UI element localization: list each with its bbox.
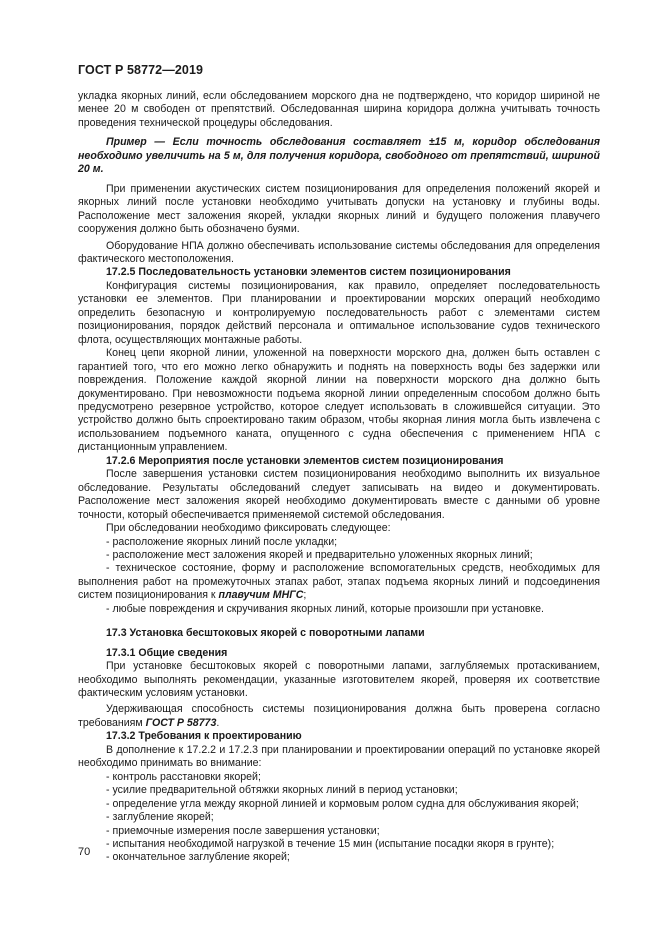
list-item: - приемочные измерения после завершения установки; (106, 824, 380, 837)
section-heading-17-3-1: 17.3.1 Общие сведения (106, 646, 228, 659)
list-item (78, 562, 600, 602)
list-item: - окончательное заглубление якорей; (106, 851, 290, 864)
term-reference: плавучим МНГС (218, 589, 304, 602)
list-item: - усилие предварительной обтяжки якорных линий в период установки; (106, 784, 458, 797)
list-item: - любые повреждения и скручивания якорных линий, которые произошли при установке. (106, 602, 544, 615)
paragraph (78, 703, 600, 730)
paragraph: При применении акустических систем позиционирования для определения положений якорей и якорных линий после установки необходимо учитывать допуски на установку и глубины воды. Расположение мест заложения якорей, укладки якорных линий и будущего положения плавучего сооружения должно быть обозначено буями. (78, 182, 600, 236)
document-header: ГОСТ Р 58772—2019 (78, 63, 204, 77)
paragraph: При установке бесштоковых якорей с поворотными лапами, заглубляемых протаскиванием, необходимо выполнять рекомендации, указанные изготовителем якорей, проверяя их соответствие фактическим условиям установки. (78, 660, 600, 700)
list-item: - контроль расстановки якорей; (106, 770, 261, 783)
page-number: 70 (78, 846, 91, 858)
paragraph: Оборудование НПА должно обеспечивать использование системы обследования для определения фактического местоположения. (78, 239, 600, 265)
page-body (78, 90, 600, 865)
section-heading-17-2-5: 17.2.5 Последовательность установки элементов систем позиционирования (106, 266, 511, 279)
section-heading-17-3-2: 17.3.2 Требования к проектированию (106, 730, 302, 743)
section-heading-17-2-6: 17.2.6 Мероприятия после установки элементов систем позиционирования (106, 454, 504, 467)
paragraph: При обследовании необходимо фиксировать следующее: (106, 522, 391, 535)
paragraph: укладка якорных линий, если обследованием морского дна не подтверждено, что коридор шириной не менее 20 м свободен от препятствий. Обследованная ширина коридора должна учитывать точность проведения технической процедуры обследования. (78, 90, 600, 129)
punctuation: . (216, 716, 220, 729)
punctuation: ; (303, 589, 307, 602)
paragraph: После завершения установки систем позиционирования необходимо выполнить их визуальное обследование. Результаты обследований следует записывать на видео и документировать. Расположение мест заложения якорей необходимо документировать вместе с данными об уровне точности, который обеспечивается применяемой системой обследования. (78, 468, 600, 521)
paragraph-text: Удерживающая способность системы позиционирования должна быть проверена согласно требованиям (78, 703, 600, 729)
list-item: - испытания необходимой нагрузкой в течение 15 мин (испытание посадки якоря в грунте); (106, 838, 555, 851)
list-item: - расположение мест заложения якорей и предварительно уложенных якорных линий; (106, 548, 533, 561)
paragraph: Конец цепи якорной линии, уложенной на поверхности морского дна, должен быть оставлен с гарантией того, что его можно легко обнаружить и поднять на поверхность воды без задержки или повреждения. Положение каждой якорной линии на поверхности морского дна должно быть документировано. При невозможности подъема якорной линии определенным способом должно быть предусмотрено резервное устройство, которое следует использовать в сложившейся ситуации. Это устройство должно быть спроектировано таким образом, чтобы якорная линия могла быть извлечена с использованием подъемного каната, опущенного с судна обеспечения с применением НПА с дистанционным управлением. (78, 347, 600, 454)
list-item: - определение угла между якорной линией и кормовым ролом судна для обслуживания якорей; (106, 797, 579, 810)
list-item: - расположение якорных линий после укладки; (106, 535, 338, 548)
standard-reference: ГОСТ Р 58773 (145, 716, 217, 729)
list-item-text: - техническое состояние, форму и расположение вспомогательных средств, необходимых для выполнения работ на промежуточных этапах работ, этапах подъема якорных линий и подсоединения систем позиционирования к (78, 562, 600, 602)
example-note: Пример — Если точность обследования составляет ±15 м, коридор обследования необходимо увеличить на 5 м, для получения коридора, свободного от препятствий, шириной 20 м. (78, 136, 600, 176)
paragraph: Конфигурация системы позиционирования, как правило, определяет последовательность установки ее элементов. При планировании и проектировании морских операций необходимо определить безопасную и контролируемую последовательность работ с элементами систем позиционирования, порядок действий персонала и оптимальное использование судов технического флота, осуществляющих монтажные работы. (78, 279, 600, 346)
list-item: - заглубление якорей; (106, 811, 214, 824)
paragraph: В дополнение к 17.2.2 и 17.2.3 при планировании и проектировании операций по установке якорей необходимо принимать во внимание: (78, 743, 600, 770)
section-heading-17-3: 17.3 Установка бесштоковых якорей с поворотными лапами (106, 627, 425, 640)
